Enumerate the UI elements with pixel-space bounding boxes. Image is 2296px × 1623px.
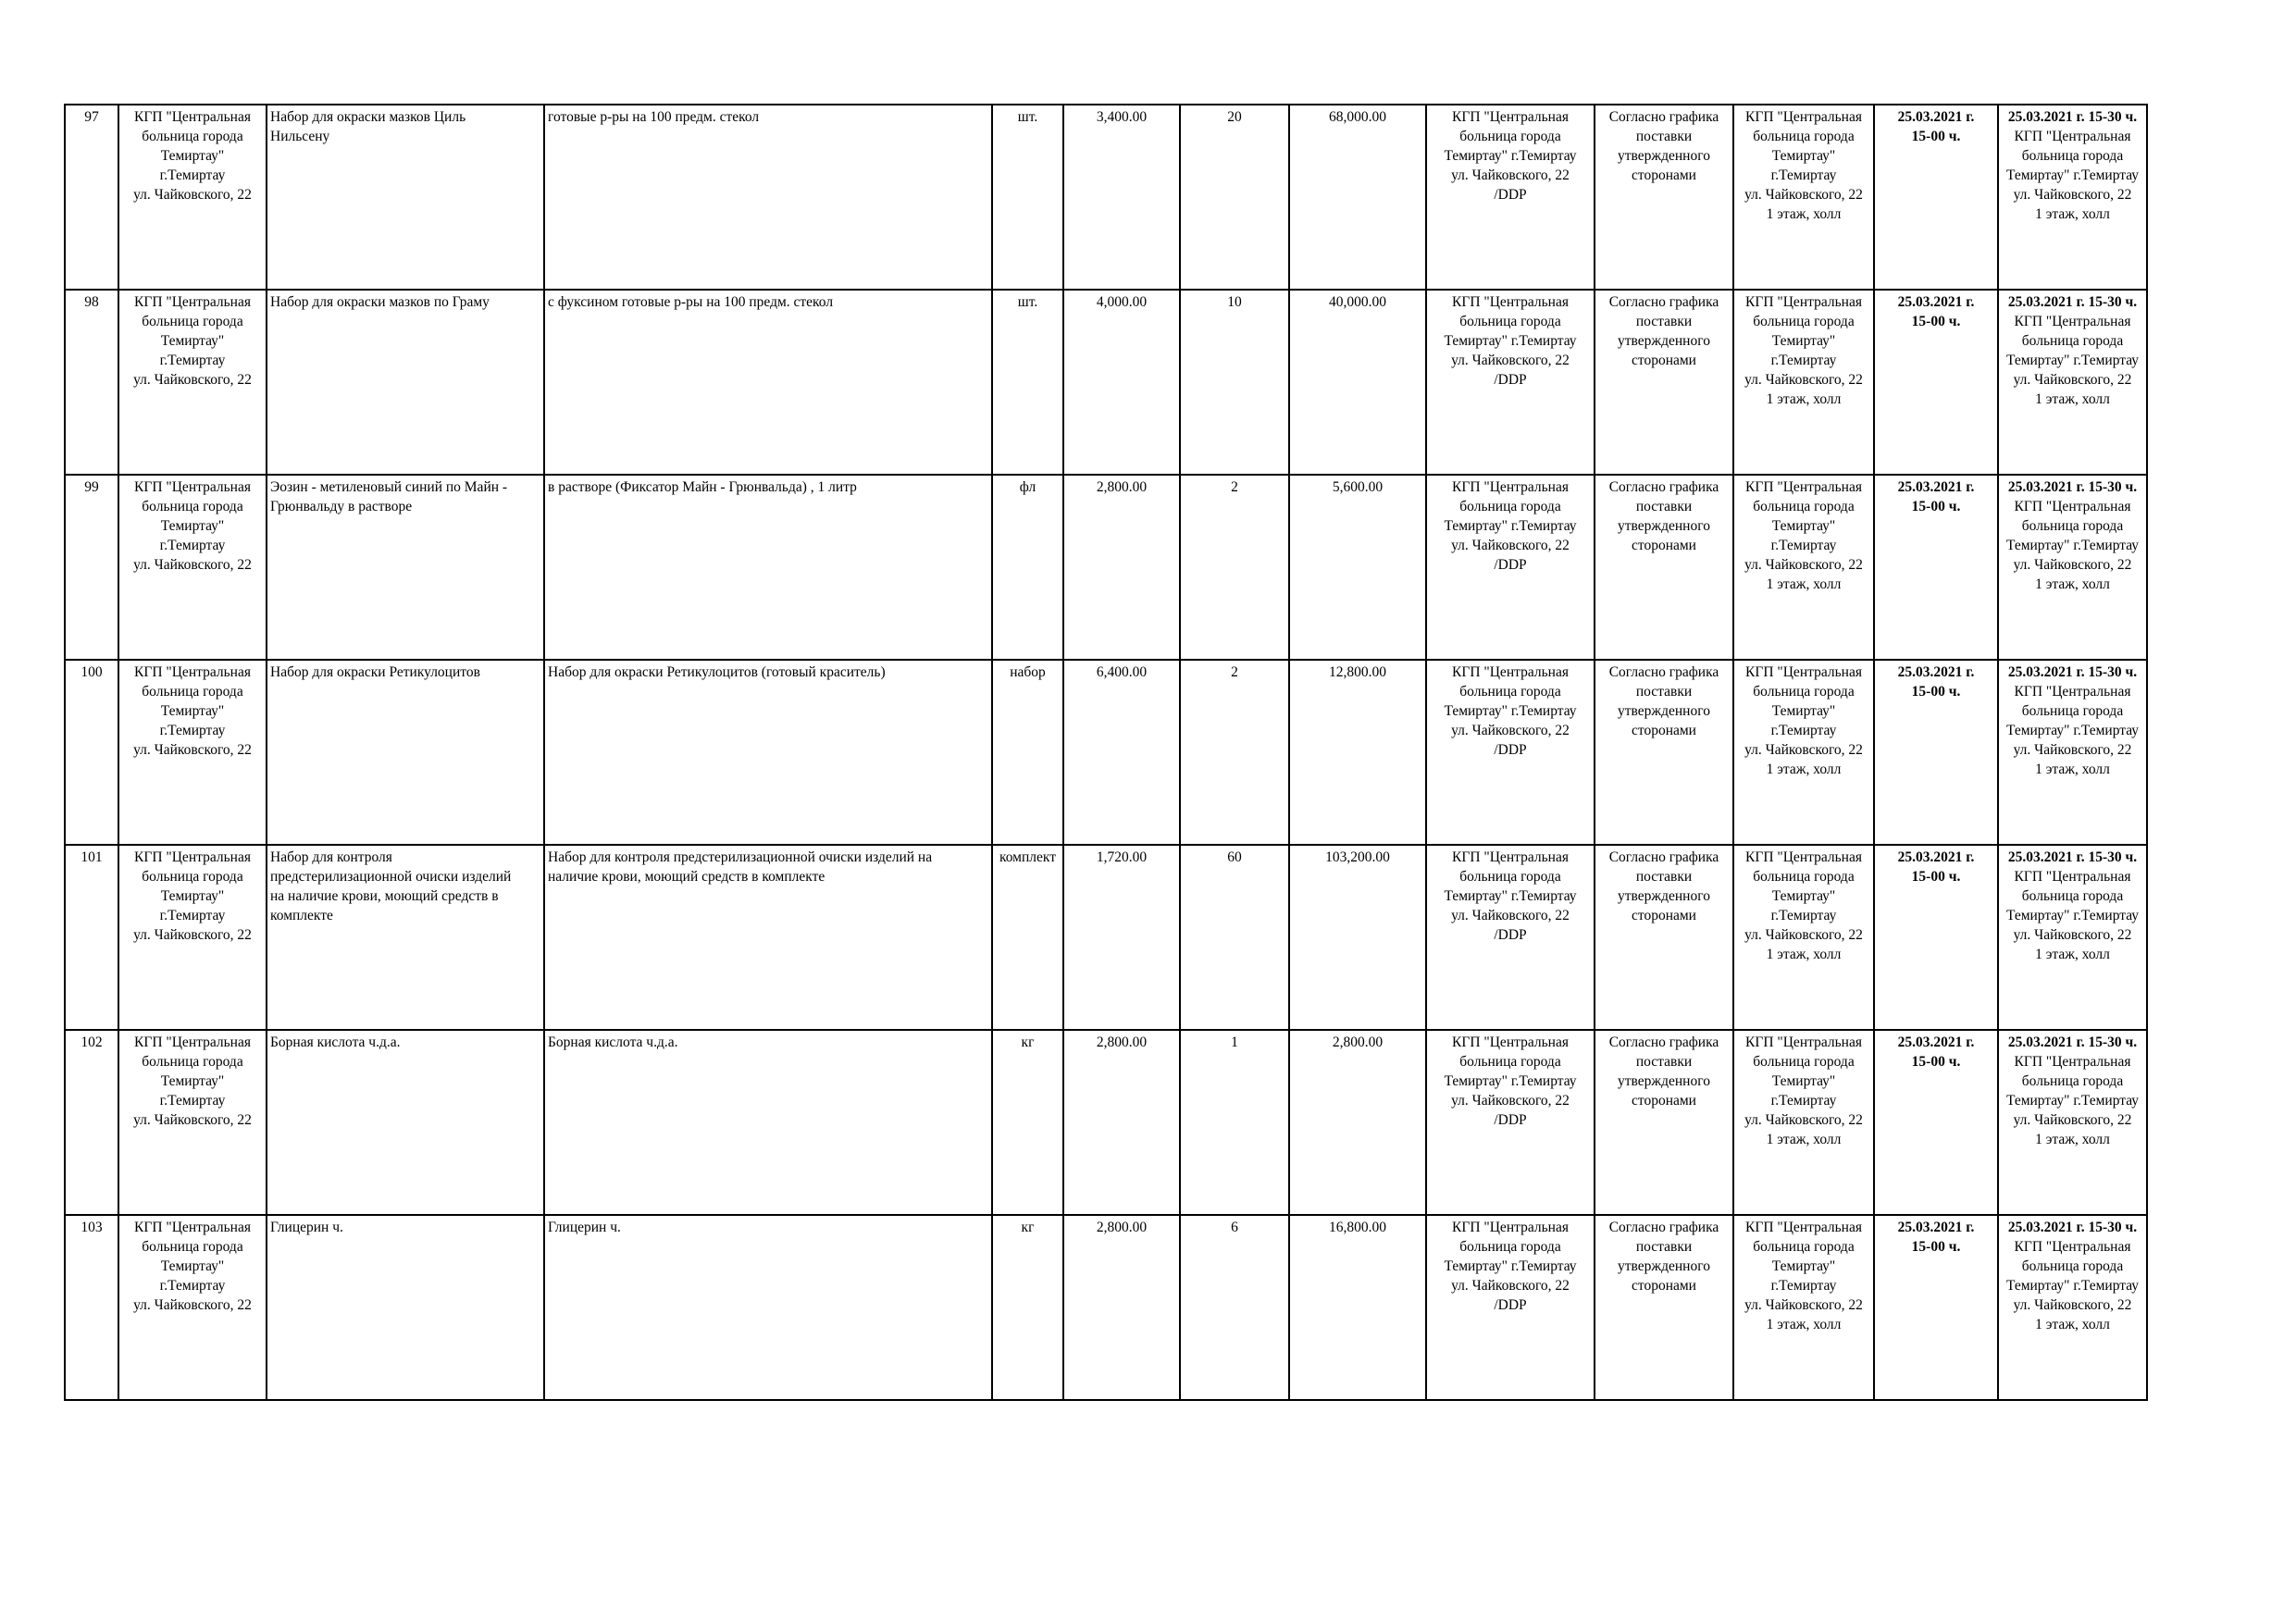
delivery-place-cell: КГП "Центральная больница города Темиртау" г.Темиртау ул. Чайковского, 22 /DDP xyxy=(1426,845,1595,1030)
price-cell: 3,400.00 xyxy=(1063,105,1180,290)
deadline-cell: 25.03.2021 г. 15-00 ч. xyxy=(1874,1215,1998,1400)
customer-cell: КГП "Центральная больница города Темиртау" г.Темиртау ул. Чайковского, 22 xyxy=(118,660,267,845)
item-name-cell: Эозин - метиленовый синий по Майн - Грюнвальду в растворе xyxy=(267,475,544,660)
delivery-place-cell: КГП "Центральная больница города Темиртау" г.Темиртау ул. Чайковского, 22 /DDP xyxy=(1426,105,1595,290)
quantity-cell: 20 xyxy=(1180,105,1289,290)
table-row xyxy=(65,1030,2147,1215)
row-number: 101 xyxy=(65,845,118,1030)
delivery-terms-cell: Согласно графика поставки утвержденного сторонами xyxy=(1595,845,1733,1030)
deadline-cell: 25.03.2021 г. 15-00 ч. xyxy=(1874,475,1998,660)
item-description-cell: Глицерин ч. xyxy=(544,1215,992,1400)
submission-place-cell: КГП "Центральная больница города Темиртау" г.Темиртау ул. Чайковского, 22 1 этаж, холл xyxy=(1733,845,1874,1030)
submission-place-cell: КГП "Центральная больница города Темиртау" г.Темиртау ул. Чайковского, 22 1 этаж, холл xyxy=(1733,475,1874,660)
opening-place: КГП "Центральная больница города Темиртау" г.Темиртау ул. Чайковского, 22 1 этаж, холл xyxy=(2005,684,2140,777)
delivery-terms-cell: Согласно графика поставки утвержденного сторонами xyxy=(1595,1215,1733,1400)
procurement-table xyxy=(64,104,2148,1401)
unit-cell: комплект xyxy=(992,845,1063,1030)
opening-place: КГП "Центральная больница города Темиртау" г.Темиртау ул. Чайковского, 22 1 этаж, холл xyxy=(2005,1239,2140,1332)
item-name-cell: Набор для окраски мазков Циль Нильсену xyxy=(267,105,544,290)
unit-cell: шт. xyxy=(992,105,1063,290)
sum-cell: 12,800.00 xyxy=(1289,660,1426,845)
opening-place: КГП "Центральная больница города Темиртау" г.Темиртау ул. Чайковского, 22 1 этаж, холл xyxy=(2005,314,2140,407)
delivery-terms-cell: Согласно графика поставки утвержденного сторонами xyxy=(1595,660,1733,845)
price-cell: 2,800.00 xyxy=(1063,1030,1180,1215)
deadline-cell: 25.03.2021 г. 15-00 ч. xyxy=(1874,845,1998,1030)
opening-cell xyxy=(1998,660,2147,845)
delivery-place-cell: КГП "Центральная больница города Темиртау" г.Темиртау ул. Чайковского, 22 /DDP xyxy=(1426,290,1595,475)
opening-datetime: 25.03.2021 г. 15-30 ч. xyxy=(2007,1035,2138,1050)
quantity-cell: 60 xyxy=(1180,845,1289,1030)
submission-place-cell: КГП "Центральная больница города Темиртау" г.Темиртау ул. Чайковского, 22 1 этаж, холл xyxy=(1733,105,1874,290)
sum-cell: 68,000.00 xyxy=(1289,105,1426,290)
unit-cell: фл xyxy=(992,475,1063,660)
quantity-cell: 2 xyxy=(1180,475,1289,660)
item-description-cell: Борная кислота ч.д.а. xyxy=(544,1030,992,1215)
table-row xyxy=(65,845,2147,1030)
row-number: 99 xyxy=(65,475,118,660)
submission-place-cell: КГП "Центральная больница города Темиртау" г.Темиртау ул. Чайковского, 22 1 этаж, холл xyxy=(1733,1030,1874,1215)
table-row xyxy=(65,475,2147,660)
customer-cell: КГП "Центральная больница города Темиртау" г.Темиртау ул. Чайковского, 22 xyxy=(118,105,267,290)
quantity-cell: 10 xyxy=(1180,290,1289,475)
opening-datetime: 25.03.2021 г. 15-30 ч. xyxy=(2007,109,2138,125)
customer-cell: КГП "Центральная больница города Темиртау" г.Темиртау ул. Чайковского, 22 xyxy=(118,1030,267,1215)
delivery-terms-cell: Согласно графика поставки утвержденного сторонами xyxy=(1595,290,1733,475)
opening-place: КГП "Центральная больница города Темиртау" г.Темиртау ул. Чайковского, 22 1 этаж, холл xyxy=(2005,869,2140,962)
quantity-cell: 6 xyxy=(1180,1215,1289,1400)
opening-datetime: 25.03.2021 г. 15-30 ч. xyxy=(2007,664,2138,680)
item-name-cell: Набор для контроля предстерилизационной очиски изделий на наличие крови, моющий средств в комплекте xyxy=(267,845,544,1030)
customer-cell: КГП "Центральная больница города Темиртау" г.Темиртау ул. Чайковского, 22 xyxy=(118,1215,267,1400)
table-row xyxy=(65,105,2147,290)
opening-place: КГП "Центральная больница города Темиртау" г.Темиртау ул. Чайковского, 22 1 этаж, холл xyxy=(2005,129,2140,222)
submission-place-cell: КГП "Центральная больница города Темиртау" г.Темиртау ул. Чайковского, 22 1 этаж, холл xyxy=(1733,290,1874,475)
delivery-terms-cell: Согласно графика поставки утвержденного сторонами xyxy=(1595,105,1733,290)
opening-datetime: 25.03.2021 г. 15-30 ч. xyxy=(2007,294,2138,310)
price-cell: 1,720.00 xyxy=(1063,845,1180,1030)
customer-cell: КГП "Центральная больница города Темиртау" г.Темиртау ул. Чайковского, 22 xyxy=(118,475,267,660)
opening-datetime: 25.03.2021 г. 15-30 ч. xyxy=(2007,1220,2138,1235)
quantity-cell: 1 xyxy=(1180,1030,1289,1215)
delivery-place-cell: КГП "Центральная больница города Темиртау" г.Темиртау ул. Чайковского, 22 /DDP xyxy=(1426,1215,1595,1400)
item-name-cell: Набор для окраски мазков по Граму xyxy=(267,290,544,475)
table-row xyxy=(65,660,2147,845)
sum-cell: 103,200.00 xyxy=(1289,845,1426,1030)
sum-cell: 5,600.00 xyxy=(1289,475,1426,660)
submission-place-cell: КГП "Центральная больница города Темиртау" г.Темиртау ул. Чайковского, 22 1 этаж, холл xyxy=(1733,1215,1874,1400)
unit-cell: набор xyxy=(992,660,1063,845)
opening-cell xyxy=(1998,1215,2147,1400)
opening-cell xyxy=(1998,105,2147,290)
unit-cell: кг xyxy=(992,1215,1063,1400)
item-description-cell: готовые р-ры на 100 предм. стекол xyxy=(544,105,992,290)
row-number: 103 xyxy=(65,1215,118,1400)
sum-cell: 2,800.00 xyxy=(1289,1030,1426,1215)
opening-cell xyxy=(1998,845,2147,1030)
customer-cell: КГП "Центральная больница города Темиртау" г.Темиртау ул. Чайковского, 22 xyxy=(118,290,267,475)
unit-cell: шт. xyxy=(992,290,1063,475)
row-number: 98 xyxy=(65,290,118,475)
opening-place: КГП "Центральная больница города Темиртау" г.Темиртау ул. Чайковского, 22 1 этаж, холл xyxy=(2005,1054,2140,1147)
delivery-place-cell: КГП "Центральная больница города Темиртау" г.Темиртау ул. Чайковского, 22 /DDP xyxy=(1426,475,1595,660)
item-description-cell: с фуксином готовые р-ры на 100 предм. стекол xyxy=(544,290,992,475)
deadline-cell: 25.03.2021 г. 15-00 ч. xyxy=(1874,1030,1998,1215)
item-description-cell: в растворе (Фиксатор Майн - Грюнвальда) , 1 литр xyxy=(544,475,992,660)
row-number: 102 xyxy=(65,1030,118,1215)
price-cell: 4,000.00 xyxy=(1063,290,1180,475)
opening-cell xyxy=(1998,290,2147,475)
sum-cell: 16,800.00 xyxy=(1289,1215,1426,1400)
item-name-cell: Глицерин ч. xyxy=(267,1215,544,1400)
item-description-cell: Набор для контроля предстерилизационной очиски изделий на наличие крови, моющий средств в комплекте xyxy=(544,845,992,1030)
price-cell: 2,800.00 xyxy=(1063,1215,1180,1400)
deadline-cell: 25.03.2021 г. 15-00 ч. xyxy=(1874,290,1998,475)
table-row xyxy=(65,290,2147,475)
delivery-place-cell: КГП "Центральная больница города Темиртау" г.Темиртау ул. Чайковского, 22 /DDP xyxy=(1426,660,1595,845)
customer-cell: КГП "Центральная больница города Темиртау" г.Темиртау ул. Чайковского, 22 xyxy=(118,845,267,1030)
table-row xyxy=(65,1215,2147,1400)
unit-cell: кг xyxy=(992,1030,1063,1215)
sum-cell: 40,000.00 xyxy=(1289,290,1426,475)
quantity-cell: 2 xyxy=(1180,660,1289,845)
submission-place-cell: КГП "Центральная больница города Темиртау" г.Темиртау ул. Чайковского, 22 1 этаж, холл xyxy=(1733,660,1874,845)
row-number: 100 xyxy=(65,660,118,845)
row-number: 97 xyxy=(65,105,118,290)
opening-cell xyxy=(1998,1030,2147,1215)
price-cell: 2,800.00 xyxy=(1063,475,1180,660)
opening-datetime: 25.03.2021 г. 15-30 ч. xyxy=(2007,479,2138,495)
opening-place: КГП "Центральная больница города Темиртау" г.Темиртау ул. Чайковского, 22 1 этаж, холл xyxy=(2005,499,2140,592)
deadline-cell: 25.03.2021 г. 15-00 ч. xyxy=(1874,660,1998,845)
item-name-cell: Набор для окраски Ретикулоцитов xyxy=(267,660,544,845)
delivery-place-cell: КГП "Центральная больница города Темиртау" г.Темиртау ул. Чайковского, 22 /DDP xyxy=(1426,1030,1595,1215)
opening-cell xyxy=(1998,475,2147,660)
deadline-cell: 25.03.2021 г. 15-00 ч. xyxy=(1874,105,1998,290)
delivery-terms-cell: Согласно графика поставки утвержденного сторонами xyxy=(1595,1030,1733,1215)
delivery-terms-cell: Согласно графика поставки утвержденного сторонами xyxy=(1595,475,1733,660)
price-cell: 6,400.00 xyxy=(1063,660,1180,845)
opening-datetime: 25.03.2021 г. 15-30 ч. xyxy=(2007,849,2138,865)
item-name-cell: Борная кислота ч.д.а. xyxy=(267,1030,544,1215)
item-description-cell: Набор для окраски Ретикулоцитов (готовый краситель) xyxy=(544,660,992,845)
